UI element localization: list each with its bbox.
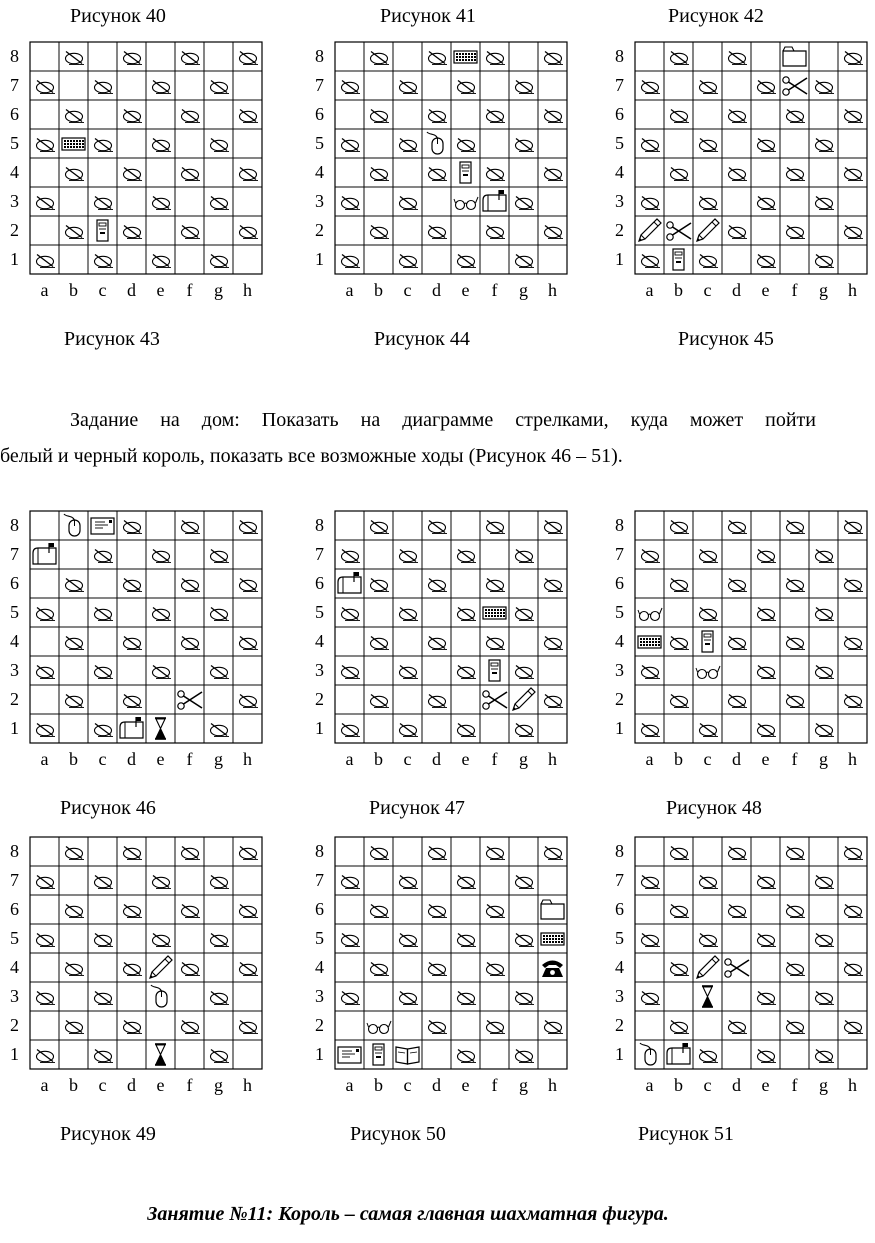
file-label: e (156, 1075, 165, 1095)
file-label: e (461, 280, 470, 300)
rank-label: 6 (615, 104, 624, 124)
rank-label: 4 (315, 631, 324, 651)
file-label: h (548, 280, 557, 300)
rank-label: 7 (615, 544, 624, 564)
rank-label: 1 (10, 1044, 19, 1064)
rank-label: 8 (615, 515, 624, 535)
rank-label: 3 (10, 660, 19, 680)
rank-label: 5 (10, 133, 19, 153)
rank-label: 2 (315, 1015, 324, 1035)
rank-label: 1 (615, 249, 624, 269)
caption-figure-45: Рисунок 45 (678, 328, 774, 350)
file-label: e (156, 749, 165, 769)
file-label: g (214, 280, 223, 300)
rank-label: 6 (615, 899, 624, 919)
rank-label: 1 (615, 718, 624, 738)
rank-label: 7 (10, 870, 19, 890)
rank-label: 2 (615, 220, 624, 240)
file-label: f (791, 1075, 798, 1095)
caption-figure-51: Рисунок 51 (638, 1123, 734, 1145)
file-label: a (645, 749, 654, 769)
rank-label: 4 (615, 957, 624, 977)
file-label: b (374, 280, 383, 300)
file-label: f (491, 749, 498, 769)
rank-label: 2 (10, 220, 19, 240)
rank-label: 5 (315, 928, 324, 948)
rank-label: 2 (615, 1015, 624, 1035)
file-label: d (432, 1075, 441, 1095)
chess-diagram-48 (605, 503, 875, 789)
caption-figure-42: Рисунок 42 (668, 5, 764, 27)
rank-label: 5 (10, 602, 19, 622)
caption-figure-46: Рисунок 46 (60, 797, 156, 819)
lesson-title: Занятие №11: Король – самая главная шахматная фигура. (147, 1203, 669, 1225)
rank-label: 4 (10, 162, 19, 182)
file-label: a (40, 749, 49, 769)
file-label: h (848, 1075, 857, 1095)
file-label: d (732, 1075, 741, 1095)
file-label: d (432, 280, 441, 300)
rank-label: 6 (10, 573, 19, 593)
file-label: e (761, 749, 770, 769)
rank-label: 1 (315, 718, 324, 738)
file-label: d (127, 1075, 136, 1095)
file-label: g (214, 749, 223, 769)
rank-label: 3 (615, 986, 624, 1006)
caption-figure-49: Рисунок 49 (60, 1123, 156, 1145)
rank-label: 6 (315, 573, 324, 593)
file-label: d (732, 749, 741, 769)
chess-diagram-45 (605, 34, 875, 320)
file-label: d (127, 749, 136, 769)
file-label: e (761, 1075, 770, 1095)
rank-label: 3 (10, 191, 19, 211)
file-label: h (848, 749, 857, 769)
rank-label: 8 (10, 515, 19, 535)
file-label: a (40, 1075, 49, 1095)
file-label: g (819, 749, 828, 769)
file-label: d (432, 749, 441, 769)
rank-label: 6 (615, 573, 624, 593)
file-label: b (674, 1075, 683, 1095)
rank-label: 8 (10, 46, 19, 66)
file-label: h (548, 749, 557, 769)
homework-line-2: белый и черный король, показать все возможные ходы (Рисунок 46 – 51). (0, 445, 623, 467)
chess-diagram-49 (0, 829, 270, 1115)
file-label: d (127, 280, 136, 300)
rank-label: 2 (315, 689, 324, 709)
chess-diagram-47 (305, 503, 575, 789)
rank-label: 5 (615, 928, 624, 948)
file-label: f (186, 280, 193, 300)
file-label: f (186, 1075, 193, 1095)
rank-label: 3 (615, 191, 624, 211)
chess-diagram-44 (305, 34, 575, 320)
file-label: d (732, 280, 741, 300)
file-label: h (848, 280, 857, 300)
rank-label: 5 (315, 133, 324, 153)
rank-label: 2 (10, 689, 19, 709)
caption-figure-44: Рисунок 44 (374, 328, 470, 350)
rank-label: 3 (315, 191, 324, 211)
rank-label: 3 (315, 986, 324, 1006)
rank-label: 2 (615, 689, 624, 709)
file-label: a (345, 280, 354, 300)
rank-label: 4 (315, 162, 324, 182)
caption-figure-47: Рисунок 47 (369, 797, 465, 819)
rank-label: 1 (315, 249, 324, 269)
rank-label: 8 (315, 515, 324, 535)
rank-label: 5 (615, 602, 624, 622)
file-label: e (461, 749, 470, 769)
rank-label: 7 (315, 75, 324, 95)
rank-label: 6 (315, 899, 324, 919)
file-label: e (761, 280, 770, 300)
rank-label: 8 (615, 46, 624, 66)
rank-label: 7 (10, 75, 19, 95)
rank-label: 7 (315, 870, 324, 890)
rank-label: 8 (315, 841, 324, 861)
file-label: g (819, 280, 828, 300)
rank-label: 1 (10, 718, 19, 738)
file-label: h (548, 1075, 557, 1095)
rank-label: 5 (10, 928, 19, 948)
rank-label: 5 (615, 133, 624, 153)
rank-label: 6 (315, 104, 324, 124)
file-label: f (491, 1075, 498, 1095)
file-label: c (403, 749, 412, 769)
file-label: b (674, 280, 683, 300)
file-label: a (345, 1075, 354, 1095)
chess-diagram-51 (605, 829, 875, 1115)
caption-figure-40: Рисунок 40 (70, 5, 166, 27)
file-label: c (98, 749, 107, 769)
file-label: g (519, 749, 528, 769)
file-label: h (243, 749, 252, 769)
rank-label: 3 (10, 986, 19, 1006)
file-label: a (645, 1075, 654, 1095)
file-label: b (674, 749, 683, 769)
homework-line-1: Задание на дом: Показать на диаграмме стрелками, куда может пойти (70, 409, 816, 431)
file-label: e (461, 1075, 470, 1095)
rank-label: 1 (615, 1044, 624, 1064)
file-label: g (519, 280, 528, 300)
file-label: c (703, 1075, 712, 1095)
rank-label: 8 (10, 841, 19, 861)
rank-label: 4 (615, 631, 624, 651)
caption-figure-48: Рисунок 48 (666, 797, 762, 819)
file-label: b (69, 749, 78, 769)
file-label: a (345, 749, 354, 769)
rank-label: 4 (315, 957, 324, 977)
file-label: a (40, 280, 49, 300)
rank-label: 6 (10, 104, 19, 124)
file-label: b (69, 1075, 78, 1095)
file-label: g (214, 1075, 223, 1095)
file-label: b (374, 1075, 383, 1095)
homework-paragraph (0, 402, 816, 474)
rank-label: 1 (315, 1044, 324, 1064)
file-label: a (645, 280, 654, 300)
file-label: c (98, 280, 107, 300)
rank-label: 7 (615, 75, 624, 95)
rank-label: 8 (615, 841, 624, 861)
chess-diagram-50 (305, 829, 575, 1115)
file-label: f (186, 749, 193, 769)
file-label: c (703, 280, 712, 300)
rank-label: 4 (10, 957, 19, 977)
rank-label: 3 (615, 660, 624, 680)
file-label: e (156, 280, 165, 300)
rank-label: 5 (315, 602, 324, 622)
file-label: f (791, 280, 798, 300)
file-label: c (403, 280, 412, 300)
caption-figure-43: Рисунок 43 (64, 328, 160, 350)
rank-label: 7 (315, 544, 324, 564)
file-label: c (98, 1075, 107, 1095)
file-label: c (703, 749, 712, 769)
caption-figure-41: Рисунок 41 (380, 5, 476, 27)
chess-diagram-46 (0, 503, 270, 789)
file-label: f (791, 749, 798, 769)
caption-figure-50: Рисунок 50 (350, 1123, 446, 1145)
file-label: b (69, 280, 78, 300)
rank-label: 1 (10, 249, 19, 269)
file-label: g (519, 1075, 528, 1095)
rank-label: 2 (10, 1015, 19, 1035)
file-label: h (243, 1075, 252, 1095)
rank-label: 8 (315, 46, 324, 66)
rank-label: 3 (315, 660, 324, 680)
rank-label: 7 (10, 544, 19, 564)
file-label: h (243, 280, 252, 300)
rank-label: 7 (615, 870, 624, 890)
file-label: f (491, 280, 498, 300)
chess-diagram-43 (0, 34, 270, 320)
rank-label: 4 (10, 631, 19, 651)
rank-label: 2 (315, 220, 324, 240)
file-label: g (819, 1075, 828, 1095)
rank-label: 6 (10, 899, 19, 919)
rank-label: 4 (615, 162, 624, 182)
file-label: c (403, 1075, 412, 1095)
file-label: b (374, 749, 383, 769)
